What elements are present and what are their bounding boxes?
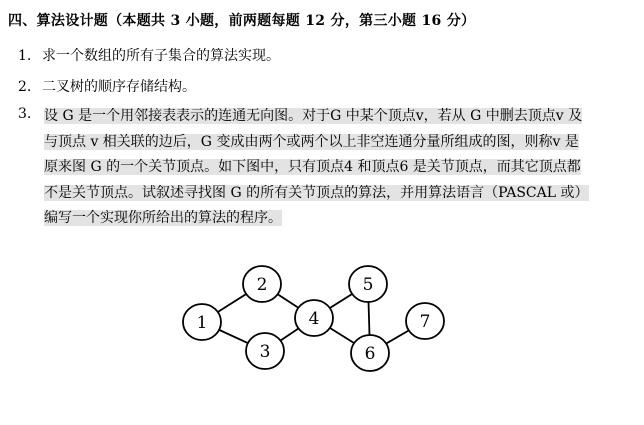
question-text: 二叉树的顺序存储结构。 <box>42 79 196 95</box>
question-number: 1. <box>18 48 32 64</box>
question-3-line: 与顶点 v 相关联的边后，G 变成由两个或两个以上非空连通分量所组成的图，则称v 是 <box>44 133 579 150</box>
question-3-line: 不是关节顶点。试叙述寻找图 G 的所有关节顶点的算法，并用算法语言（PASCAL 或） <box>44 184 589 201</box>
question-3-line: 编写一个实现你所给出的算法的程序。 <box>44 210 282 226</box>
node-label-3: 3 <box>259 342 271 362</box>
section-title: 四、算法设计题（本题共 3 小题，前两题每题 12 分，第三小题 16 分） <box>8 13 476 29</box>
question-number: 3. <box>18 106 32 122</box>
node-label-6: 6 <box>364 344 376 364</box>
node-label-2: 2 <box>256 275 268 295</box>
node-label-7: 7 <box>419 312 431 332</box>
node-label-1: 1 <box>196 313 208 333</box>
node-label-4: 4 <box>308 309 320 329</box>
question-number: 2. <box>18 79 32 95</box>
question-3-line: 原来图 G 的一个关节顶点。如下图中，只有顶点4 和顶点6 是关节顶点，而其它顶点都 <box>44 159 581 175</box>
question-3-line: 设 G 是一个用邻接表表示的连通无向图。对于G 中某个顶点v，若从 G 中删去顶点v 及 <box>44 108 583 124</box>
node-label-5: 5 <box>362 275 374 295</box>
question-text: 求一个数组的所有子集合的算法实现。 <box>42 48 280 64</box>
